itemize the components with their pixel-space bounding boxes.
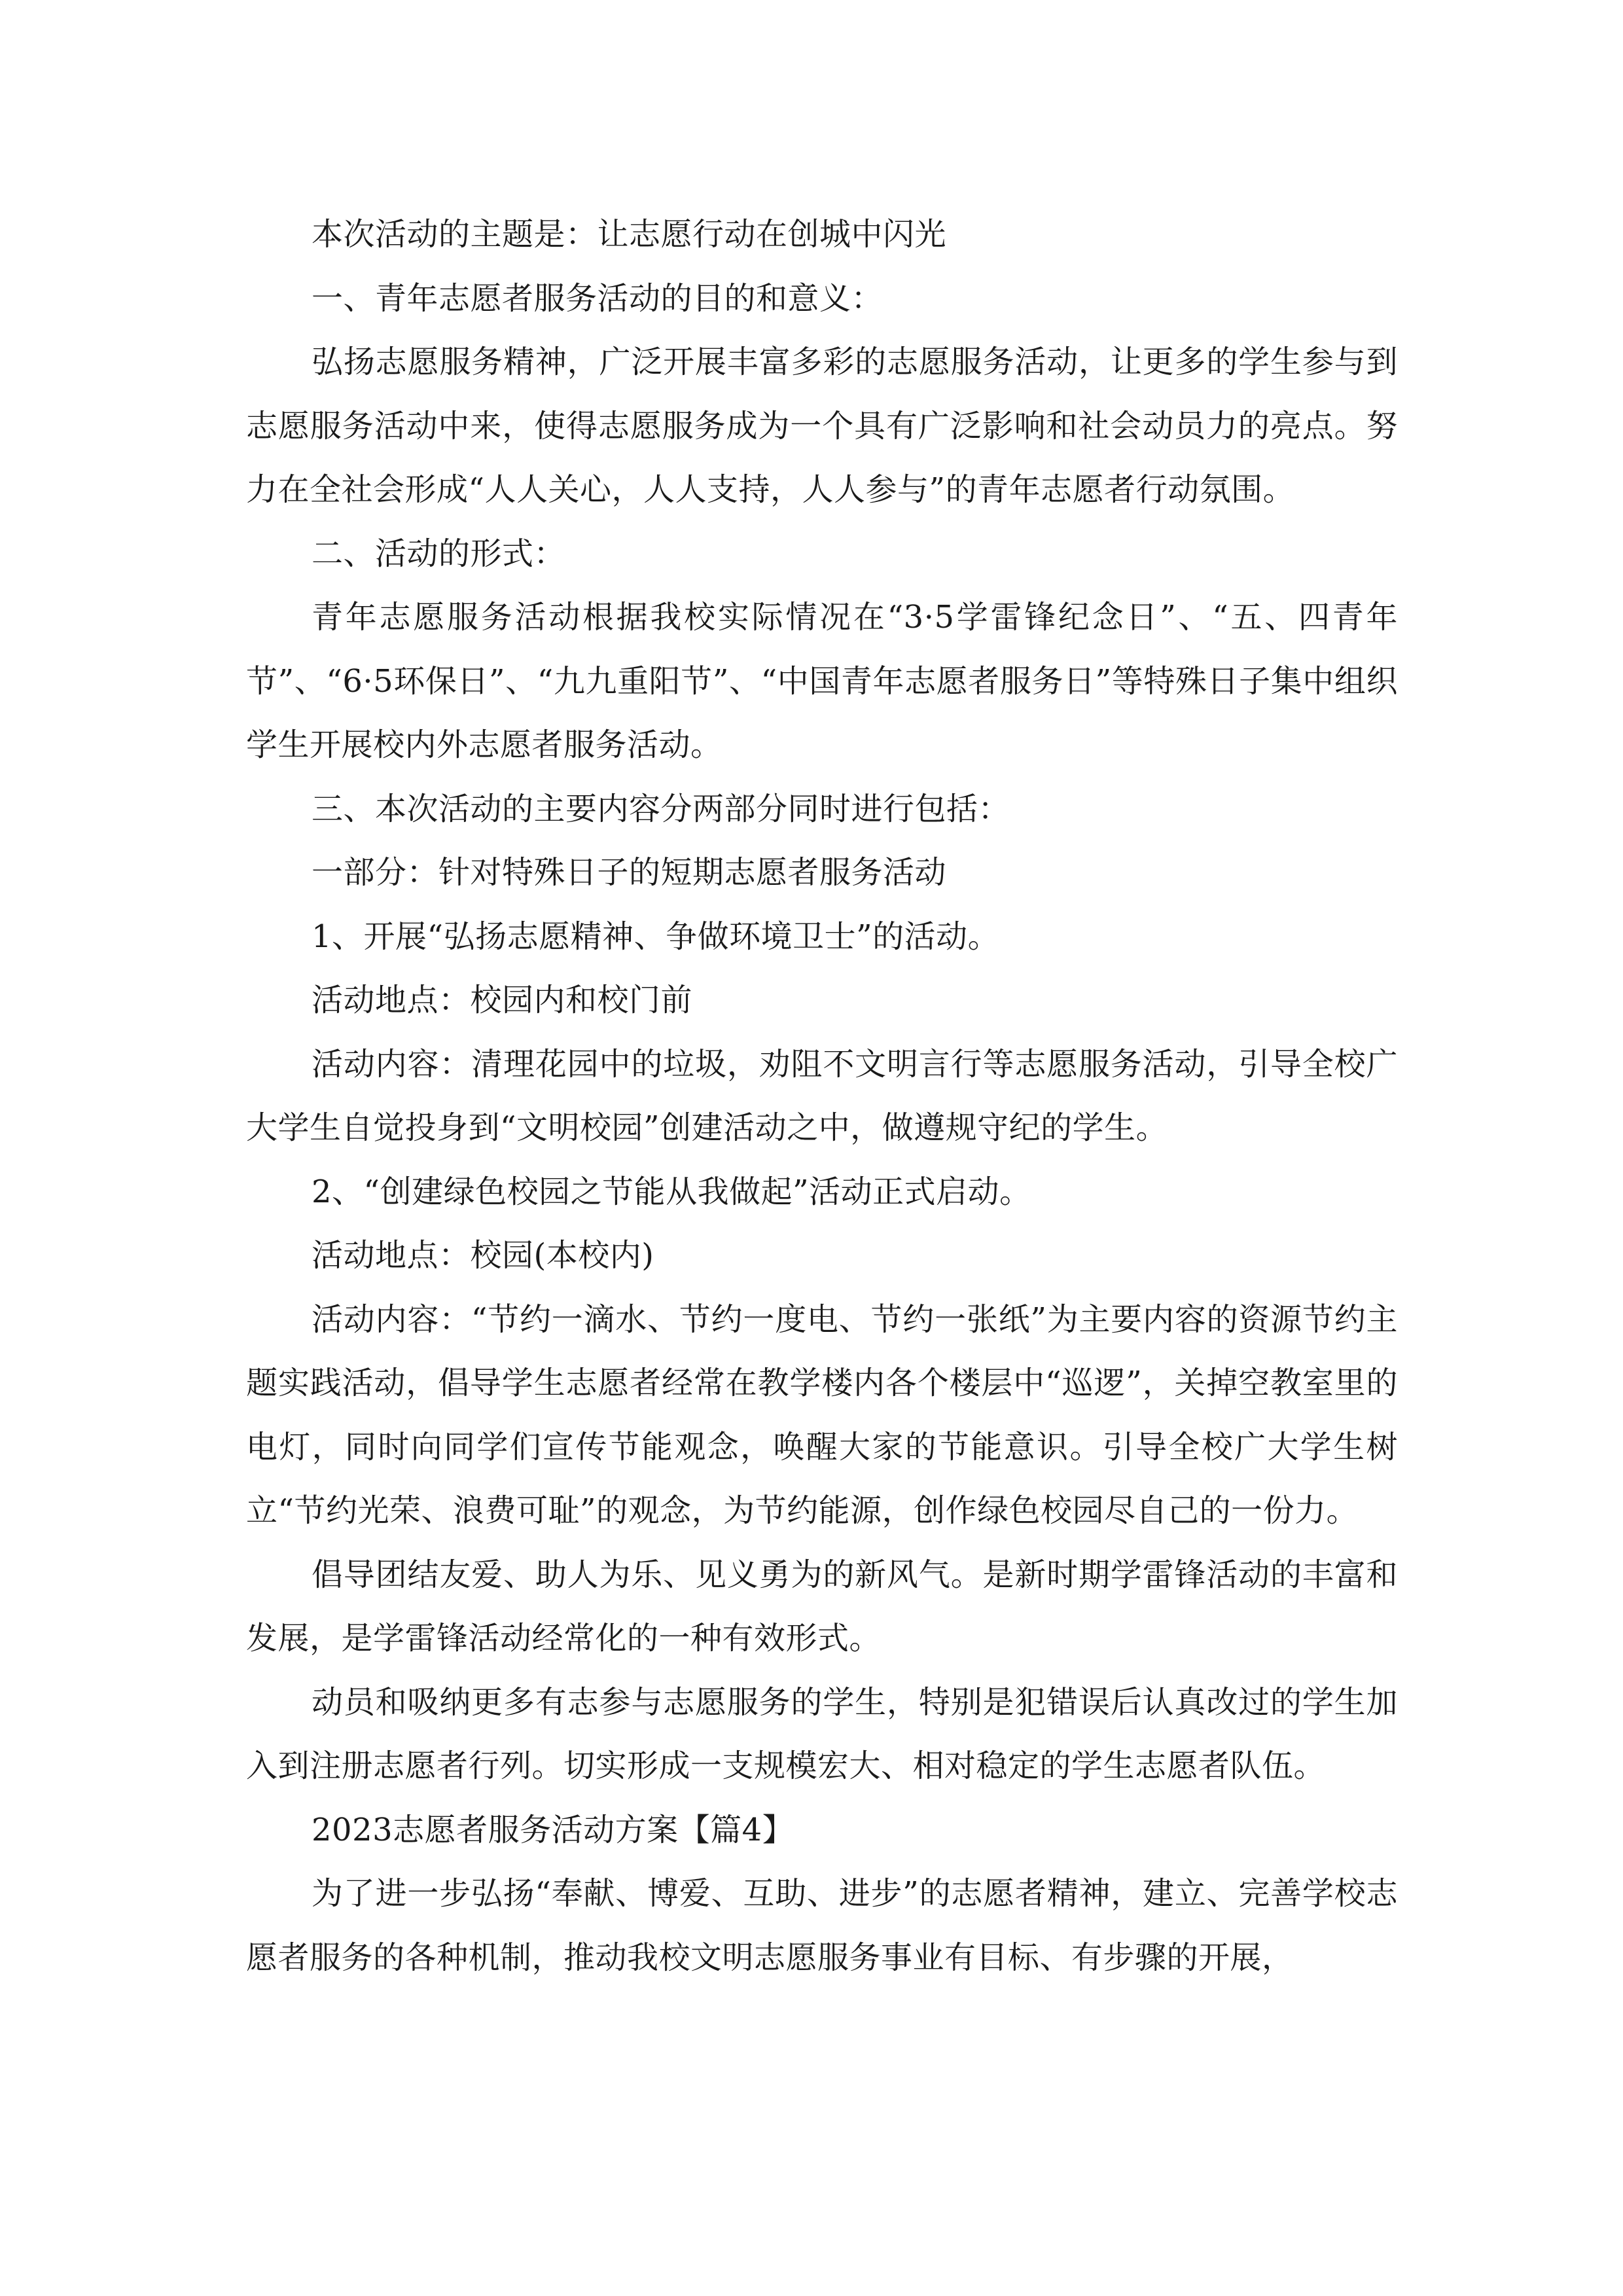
item-one-title: 1、开展“弘扬志愿精神、争做环境卫士”的活动。 bbox=[312, 918, 1000, 955]
item-two-title: 2、“创建绿色校园之节能从我做起”活动正式启动。 bbox=[312, 1173, 1031, 1210]
section-heading-form: 二、活动的形式： bbox=[312, 535, 566, 572]
paragraph-recruit: 动员和吸纳更多有志参与志愿服务的学生，特别是犯错误后认真改过的学生加入到注册志愿者行列。切实形成一支规模宏大、相对稳定的学生志愿者队伍。 bbox=[246, 1683, 1398, 1784]
paragraph-part4-intro: 为了进一步弘扬“奉献、博爱、互助、进步”的志愿者精神，建立、完善学校志愿者服务的各种机制，推动我校文明志愿服务事业有目标、有步骤的开展， bbox=[246, 1875, 1398, 1976]
item-two-location: 活动地点：校园(本校内) bbox=[312, 1237, 654, 1274]
paragraph-form: 青年志愿服务活动根据我校实际情况在“3·5学雷锋纪念日”、“五、四青年节”、“6·5环保日”、“九九重阳节”、“中国青年志愿者服务日”等特殊日子集中组织学生开展校内外志愿者服务活动。 bbox=[246, 599, 1398, 763]
item-one-location: 活动地点：校园内和校门前 bbox=[312, 982, 693, 1018]
paragraph-purpose: 弘扬志愿服务精神，广泛开展丰富多彩的志愿服务活动，让更多的学生参与到志愿服务活动中来，使得志愿服务成为一个具有广泛影响和社会动员力的亮点。努力在全社会形成“人人关心，人人支持，人人参与”的青年志愿者行动氛围。 bbox=[246, 344, 1398, 508]
chapter-heading-part4: 2023志愿者服务活动方案【篇4】 bbox=[312, 1811, 794, 1848]
paragraph-new-atmosphere: 倡导团结友爱、助人为乐、见义勇为的新风气。是新时期学雷锋活动的丰富和发展，是学雷锋活动经常化的一种有效形式。 bbox=[246, 1556, 1398, 1657]
section-heading-purpose: 一、青年志愿者服务活动的目的和意义： bbox=[312, 279, 883, 317]
section-heading-content: 三、本次活动的主要内容分两部分同时进行包括： bbox=[312, 790, 1010, 827]
activity-theme: 本次活动的主题是：让志愿行动在创城中闪光 bbox=[312, 216, 947, 253]
item-one-content: 活动内容：清理花园中的垃圾，劝阻不文明言行等志愿服务活动，引导全校广大学生自觉投身到“文明校园”创建活动之中，做遵规守纪的学生。 bbox=[246, 1045, 1398, 1146]
document-body bbox=[246, 203, 1398, 1990]
subheading-part-one: 一部分：针对特殊日子的短期志愿者服务活动 bbox=[312, 854, 947, 891]
item-two-content: 活动内容：“节约一滴水、节约一度电、节约一张纸”为主要内容的资源节约主题实践活动，倡导学生志愿者经常在教学楼内各个楼层中“巡逻”，关掉空教室里的电灯，同时向同学们宣传节能观念，唤醒大家的节能意识。引导全校广大学生树立“节约光荣、浪费可耻”的观念，为节约能源，创作绿色校园尽自己的一份力。 bbox=[246, 1300, 1398, 1529]
